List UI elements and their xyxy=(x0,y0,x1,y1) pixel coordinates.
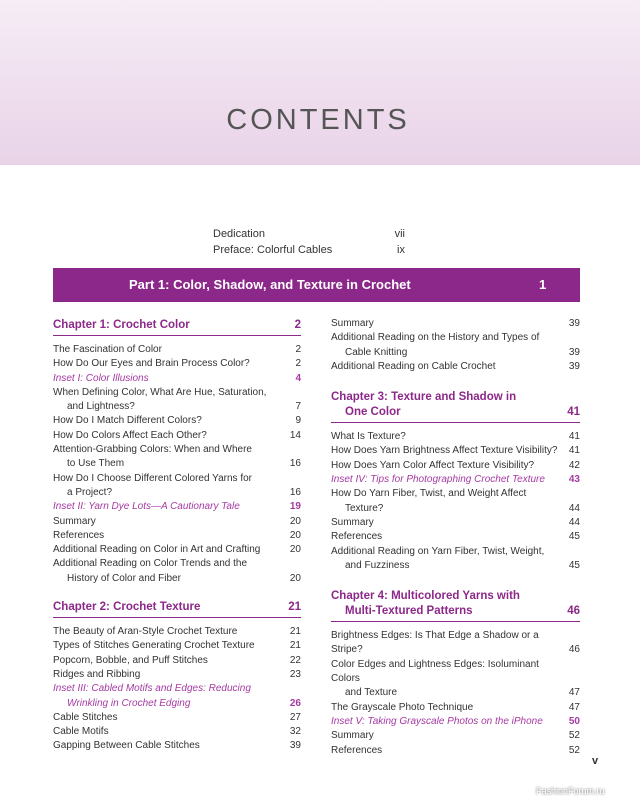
entry-title-line1: The Beauty of Aran-Style Crochet Texture xyxy=(53,626,238,638)
entry-title-line1: How Do Yarn Fiber, Twist, and Weight Affect xyxy=(331,488,527,500)
chapter-entry-list xyxy=(331,430,580,573)
entry-title xyxy=(331,530,569,544)
front-matter xyxy=(213,226,405,258)
entry-title-line1: Types of Stitches Generating Crochet Texture xyxy=(53,640,255,652)
chapter-heading[interactable] xyxy=(53,600,301,618)
entry-page: 32 xyxy=(289,726,301,738)
toc-entry[interactable] xyxy=(53,343,301,357)
entry-page: 26 xyxy=(289,697,301,709)
entry-page: 42 xyxy=(568,459,580,471)
toc-entry[interactable] xyxy=(53,668,301,682)
entry-page: 16 xyxy=(289,486,301,498)
entry-page: 20 xyxy=(289,572,301,584)
toc-entry[interactable] xyxy=(53,515,301,529)
entry-title-line1: References xyxy=(53,529,105,541)
entry-title xyxy=(53,529,290,543)
chapter-title-line2: One Color xyxy=(345,406,401,419)
entry-title-line1: How Does Yarn Brightness Affect Texture Visibility? xyxy=(331,445,558,457)
toc-entry[interactable] xyxy=(331,360,580,374)
toc-entry[interactable] xyxy=(53,414,301,428)
toc-entry[interactable] xyxy=(53,472,301,501)
entry-title xyxy=(53,343,295,357)
toc-entry[interactable] xyxy=(331,516,580,530)
entry-title xyxy=(331,317,569,331)
entry-title: Preface: Colorful Cables xyxy=(213,244,333,256)
entry-title-line1: Color Edges and Lightness Edges: Isoluminant Colors xyxy=(331,658,539,685)
entry-title-line1: Attention-Grabbing Colors: When and Where xyxy=(53,444,252,456)
toc-entry[interactable] xyxy=(331,658,580,701)
entry-page: 23 xyxy=(289,668,301,680)
chapter-entry-list xyxy=(331,629,580,758)
toc-entry[interactable] xyxy=(331,430,580,444)
chapter-heading[interactable] xyxy=(331,589,580,622)
entry-title xyxy=(53,543,290,557)
entry-title xyxy=(331,516,569,530)
entry-page: 27 xyxy=(289,711,301,723)
entry-title xyxy=(53,739,290,753)
entry-title-line1: Summary xyxy=(331,730,374,742)
toc-entry[interactable] xyxy=(213,242,405,258)
entry-page: ix xyxy=(397,244,405,256)
entry-title-line1: Gapping Between Cable Stitches xyxy=(53,740,200,752)
chapter-page: 2 xyxy=(294,319,301,331)
entry-page: 52 xyxy=(568,730,580,742)
chapter-entry-list xyxy=(331,317,580,374)
toc-entry[interactable] xyxy=(331,701,580,715)
entry-title xyxy=(53,357,295,371)
entry-title xyxy=(53,639,290,653)
toc-entry[interactable] xyxy=(331,715,580,729)
entry-page: vii xyxy=(394,228,405,240)
entry-page: 47 xyxy=(568,701,580,713)
chapter-title xyxy=(331,589,567,619)
entry-title-line1: The Grayscale Photo Technique xyxy=(331,701,474,713)
entry-title xyxy=(53,472,290,501)
toc-entry[interactable] xyxy=(53,543,301,557)
entry-title xyxy=(331,444,569,458)
entry-title-line1: Additional Reading on Color in Art and Crafting xyxy=(53,544,261,556)
toc-entry[interactable] xyxy=(53,654,301,668)
entry-page: 45 xyxy=(568,559,580,571)
part-banner[interactable] xyxy=(53,268,580,302)
toc-entry[interactable] xyxy=(331,317,580,331)
entry-title xyxy=(331,487,569,516)
entry-title-line1: References xyxy=(331,744,383,756)
entry-title-line1: Additional Reading on Color Trends and the xyxy=(53,558,248,570)
chapter-heading[interactable] xyxy=(53,318,301,336)
entry-title xyxy=(53,515,290,529)
watermark-credit: FashionForum.ru xyxy=(536,786,605,796)
entry-page: 50 xyxy=(568,715,580,727)
toc-entry[interactable] xyxy=(331,629,580,658)
entry-title-line1: Cable Motifs xyxy=(53,726,109,738)
toc-entry[interactable] xyxy=(53,372,301,386)
entry-title-line1: Cable Stitches xyxy=(53,711,118,723)
toc-column-right xyxy=(331,317,580,758)
entry-title-line2: to Use Them xyxy=(67,458,125,470)
toc-entry[interactable] xyxy=(53,443,301,472)
entry-title xyxy=(331,473,569,487)
chapter-title-line1: Chapter 4: Multicolored Yarns with xyxy=(331,590,520,603)
entry-page: 47 xyxy=(568,687,580,699)
entry-title-line1: Inset II: Yarn Dye Lots—A Cautionary Tale xyxy=(53,501,240,513)
entry-title: Dedication xyxy=(213,228,265,240)
entry-page: 16 xyxy=(289,458,301,470)
chapter-title: Chapter 1: Crochet Color xyxy=(53,319,190,331)
entry-title-line1: How Do I Match Different Colors? xyxy=(53,415,202,427)
toc-entry[interactable] xyxy=(213,226,405,242)
toc-entry[interactable] xyxy=(331,487,580,516)
toc-entry[interactable] xyxy=(331,729,580,743)
entry-title-line1: How Do Our Eyes and Brain Process Color? xyxy=(53,358,250,370)
entry-title-line1: How Do I Choose Different Colored Yarns for xyxy=(53,472,252,484)
entry-page: 41 xyxy=(568,431,580,443)
entry-title xyxy=(331,744,569,758)
entry-title xyxy=(53,654,290,668)
entry-title-line1: Inset I: Color Illusions xyxy=(53,372,149,384)
entry-page: 43 xyxy=(568,474,580,486)
entry-title-line1: Summary xyxy=(53,515,96,527)
entry-title xyxy=(331,430,569,444)
entry-page: 22 xyxy=(289,654,301,666)
entry-title xyxy=(53,668,290,682)
toc-entry[interactable] xyxy=(53,429,301,443)
toc-entry[interactable] xyxy=(53,557,301,586)
entry-title xyxy=(331,331,569,360)
entry-page: 39 xyxy=(289,740,301,752)
entry-title xyxy=(331,629,569,658)
entry-title-line1: References xyxy=(331,531,383,543)
entry-title xyxy=(53,372,295,386)
entry-title-line1: Popcorn, Bobble, and Puff Stitches xyxy=(53,654,208,666)
page-title: CONTENTS xyxy=(226,104,410,136)
entry-title xyxy=(53,443,290,472)
entry-title-line1: How Does Yarn Color Affect Texture Visibility? xyxy=(331,459,535,471)
chapter-entry-list xyxy=(53,343,301,586)
entry-page: 21 xyxy=(289,640,301,652)
entry-title xyxy=(53,625,290,639)
toc-entry[interactable] xyxy=(53,711,301,725)
entry-title-line1: Brightness Edges: Is That Edge a Shadow or a Stripe? xyxy=(331,630,539,656)
entry-title-line1: When Defining Color, What Are Hue, Saturation, xyxy=(53,386,267,398)
entry-title xyxy=(53,500,290,514)
entry-page: 20 xyxy=(289,529,301,541)
entry-title xyxy=(331,701,569,715)
chapter-title-line2: Multi-Textured Patterns xyxy=(345,605,473,618)
toc-entry[interactable] xyxy=(53,386,301,415)
toc-entry[interactable] xyxy=(53,725,301,739)
entry-title xyxy=(53,682,290,711)
entry-title-line2: History of Color and Fiber xyxy=(67,572,181,584)
chapter-page: 46 xyxy=(567,605,580,618)
entry-page: 44 xyxy=(568,516,580,528)
entry-page: 44 xyxy=(568,502,580,514)
entry-page: 21 xyxy=(289,626,301,638)
entry-title-line1: Additional Reading on Yarn Fiber, Twist, Weight, xyxy=(331,545,545,557)
entry-title-line1: Inset III: Cabled Motifs and Edges: Reducing xyxy=(53,683,251,695)
toc-entry[interactable] xyxy=(331,530,580,544)
toc-entry[interactable] xyxy=(331,545,580,574)
entry-title xyxy=(53,414,295,428)
entry-page: 9 xyxy=(295,415,301,427)
entry-title xyxy=(53,386,295,415)
toc-column-left xyxy=(53,318,301,754)
toc-entry[interactable] xyxy=(53,529,301,543)
toc-entry[interactable] xyxy=(53,500,301,514)
toc-entry[interactable] xyxy=(53,682,301,711)
chapter-entry-list xyxy=(53,625,301,754)
entry-title xyxy=(331,459,569,473)
toc-entry[interactable] xyxy=(53,625,301,639)
entry-page: 52 xyxy=(568,744,580,756)
entry-page: 2 xyxy=(295,344,301,355)
entry-title xyxy=(331,658,569,701)
chapter-title-line1: Chapter 3: Texture and Shadow in xyxy=(331,391,517,404)
toc-entry[interactable] xyxy=(331,473,580,487)
entry-page: 20 xyxy=(289,515,301,527)
entry-title-line2: and Fuzziness xyxy=(345,559,410,571)
entry-page: 45 xyxy=(568,531,580,543)
toc-entry[interactable] xyxy=(53,739,301,753)
toc-entry[interactable] xyxy=(53,357,301,371)
toc-entry[interactable] xyxy=(331,459,580,473)
toc-entry[interactable] xyxy=(53,639,301,653)
entry-title-line1: How Do Colors Affect Each Other? xyxy=(53,429,207,441)
toc-entry[interactable] xyxy=(331,331,580,360)
entry-page: 14 xyxy=(289,429,301,441)
page-header xyxy=(0,0,640,165)
entry-title-line2: a Project? xyxy=(67,486,113,498)
entry-title xyxy=(331,545,569,574)
entry-page: 7 xyxy=(295,401,301,413)
entry-page: 2 xyxy=(295,358,301,370)
entry-title-line2: Cable Knitting xyxy=(345,346,408,358)
entry-title xyxy=(53,557,290,586)
entry-title-line1: Inset IV: Tips for Photographing Crochet Texture xyxy=(331,474,545,486)
entry-title-line1: Summary xyxy=(331,318,374,329)
chapter-title: Chapter 2: Crochet Texture xyxy=(53,601,201,614)
entry-title xyxy=(331,715,569,729)
entry-title xyxy=(53,725,290,739)
toc-entry[interactable] xyxy=(331,444,580,458)
entry-page: 41 xyxy=(568,445,580,457)
entry-page: 20 xyxy=(289,544,301,556)
entry-title xyxy=(53,711,290,725)
entry-title xyxy=(53,429,290,443)
part-title: Part 1: Color, Shadow, and Texture in Crochet xyxy=(129,277,411,292)
chapter-page: 41 xyxy=(567,406,580,419)
entry-page: 39 xyxy=(568,318,580,329)
entry-title-line1: Additional Reading on Cable Crochet xyxy=(331,360,496,372)
entry-title-line1: The Fascination of Color xyxy=(53,344,162,355)
page-number: v xyxy=(592,755,599,767)
entry-page: 4 xyxy=(295,372,301,384)
entry-title-line1: Summary xyxy=(331,516,374,528)
chapter-page: 21 xyxy=(288,601,301,614)
part-page: 1 xyxy=(539,277,547,292)
entry-page: 39 xyxy=(568,360,580,372)
entry-title-line1: Additional Reading on the History and Types of xyxy=(331,332,540,344)
entry-title-line1: Ridges and Ribbing xyxy=(53,668,141,680)
toc-entry[interactable] xyxy=(331,744,580,758)
entry-title xyxy=(331,729,569,743)
entry-page: 46 xyxy=(568,644,580,656)
entry-title-line2: Texture? xyxy=(345,502,384,514)
entry-title-line1: Inset V: Taking Grayscale Photos on the iPhone xyxy=(331,715,543,727)
entry-title-line1: What Is Texture? xyxy=(331,431,406,443)
entry-title-line2: and Lightness? xyxy=(67,401,135,413)
entry-title xyxy=(331,360,569,374)
entry-page: 19 xyxy=(289,501,301,513)
entry-page: 39 xyxy=(568,346,580,358)
chapter-title xyxy=(331,390,567,420)
entry-title-line2: Wrinkling in Crochet Edging xyxy=(67,697,191,709)
chapter-heading[interactable] xyxy=(331,390,580,423)
entry-title-line2: and Texture xyxy=(345,687,398,699)
